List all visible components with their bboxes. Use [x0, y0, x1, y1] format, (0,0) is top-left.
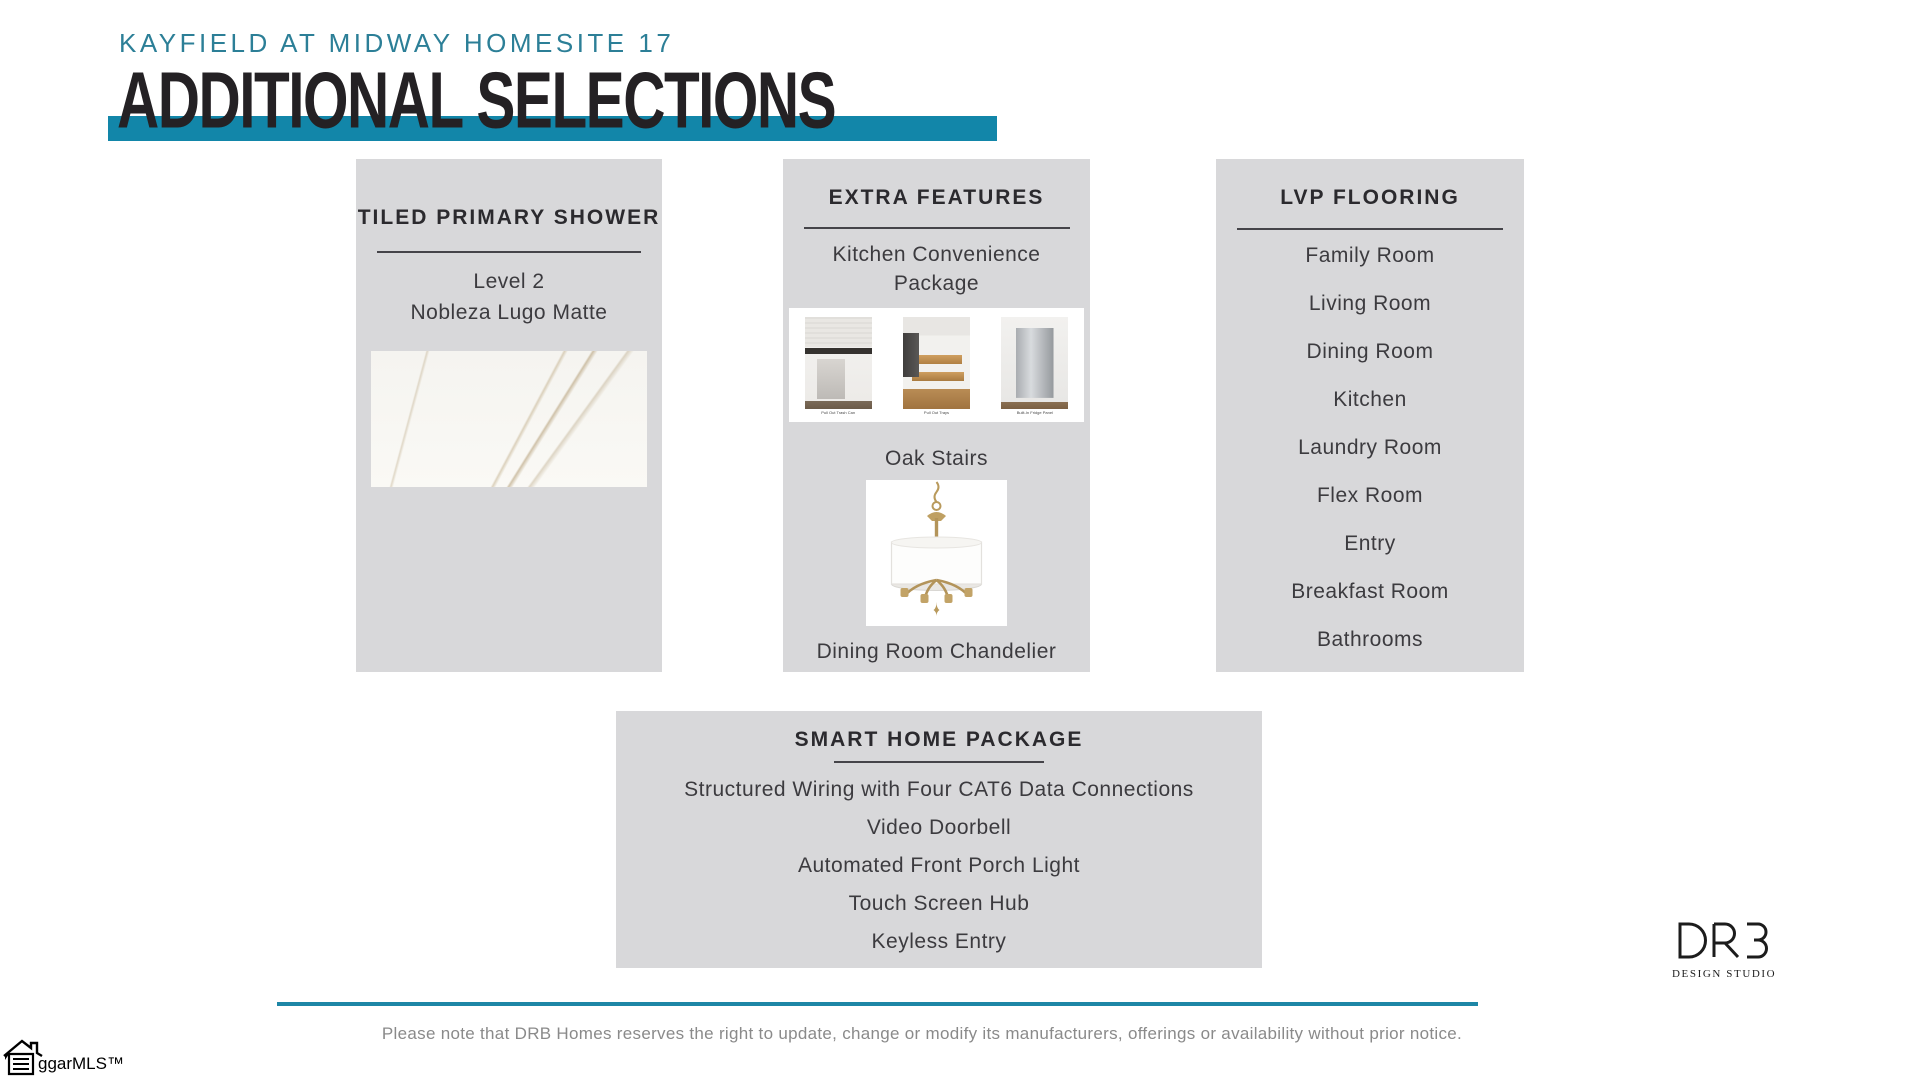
mls-watermark-label: ggarMLS™	[38, 1054, 124, 1073]
extra-title-divider	[804, 227, 1070, 229]
smart-feature-item: Structured Wiring with Four CAT6 Data Connections	[684, 778, 1194, 801]
extra-features-card	[783, 159, 1090, 672]
fridge-panel-photo	[1001, 317, 1068, 416]
smart-feature-item: Keyless Entry	[871, 930, 1007, 953]
drb-logo-icon	[1674, 920, 1774, 962]
smart-feature-item: Video Doorbell	[866, 816, 1012, 839]
footer-accent-line	[277, 1002, 1478, 1006]
mls-watermark	[2, 1038, 124, 1076]
lvp-room-item: Kitchen	[1333, 388, 1407, 411]
disclaimer-text: Please note that DRB Homes reserves the right to update, change or modify its manufacturers, offerings or availability without prior notice.	[381, 1024, 1463, 1043]
tiled-primary-shower-card	[356, 159, 662, 672]
lvp-room-item: Bathrooms	[1316, 628, 1424, 651]
lvp-room-item: Breakfast Room	[1291, 580, 1449, 603]
smart-home-package-card	[616, 711, 1262, 968]
oak-stairs-label: Oak Stairs	[884, 447, 989, 470]
pull-out-trash-photo	[805, 317, 872, 416]
lvp-flooring-card	[1216, 159, 1524, 672]
community-subtitle: KAYFIELD AT MIDWAY HOMESITE 17	[119, 28, 675, 58]
lvp-room-list	[1216, 243, 1524, 653]
photo-caption: Pull Out Trays	[923, 410, 950, 415]
lvp-room-item: Family Room	[1305, 244, 1435, 267]
lvp-room-item: Laundry Room	[1298, 436, 1442, 459]
dining-chandelier-label: Dining Room Chandelier	[816, 640, 1057, 663]
pull-out-trash-image	[805, 317, 872, 409]
photo-caption: Pull Out Trash Can	[821, 410, 856, 415]
kitchen-package-label: Kitchen Convenience Package	[832, 243, 1041, 295]
lvp-room-item: Entry	[1344, 532, 1396, 555]
photo-caption: Built-In Fridge Panel	[1016, 410, 1053, 415]
pull-out-trays-photo	[903, 317, 970, 416]
shower-level-label: Level 2	[473, 270, 545, 293]
shower-product-label: Nobleza Lugo Matte	[410, 301, 608, 324]
lvp-room-item: Dining Room	[1306, 340, 1434, 363]
chandelier-image	[866, 480, 1007, 626]
smart-feature-list	[616, 777, 1262, 955]
drb-design-studio-label: DESIGN STUDIO	[1672, 968, 1777, 980]
page-title: ADDITIONAL SELECTIONS	[117, 54, 836, 145]
fridge-panel-image	[1001, 317, 1068, 409]
smart-card-title: SMART HOME PACKAGE	[794, 728, 1084, 751]
smart-title-divider	[834, 761, 1044, 763]
kitchen-package-photo-strip	[789, 308, 1084, 422]
shower-card-title: TILED PRIMARY SHOWER	[357, 206, 661, 229]
drb-design-studio-logo	[1672, 920, 1776, 980]
lvp-room-item: Flex Room	[1316, 484, 1424, 507]
lvp-title-divider	[1237, 228, 1503, 230]
lvp-card-title: LVP FLOORING	[1280, 186, 1460, 209]
pull-out-trays-image	[903, 317, 970, 409]
smart-feature-item: Touch Screen Hub	[848, 892, 1030, 915]
shower-title-divider	[377, 251, 641, 253]
smart-feature-item: Automated Front Porch Light	[798, 854, 1080, 877]
marble-tile-swatch-image	[371, 351, 647, 487]
lvp-room-item: Living Room	[1308, 292, 1432, 315]
extra-card-title: EXTRA FEATURES	[828, 186, 1045, 209]
chandelier-icon	[866, 480, 1007, 626]
